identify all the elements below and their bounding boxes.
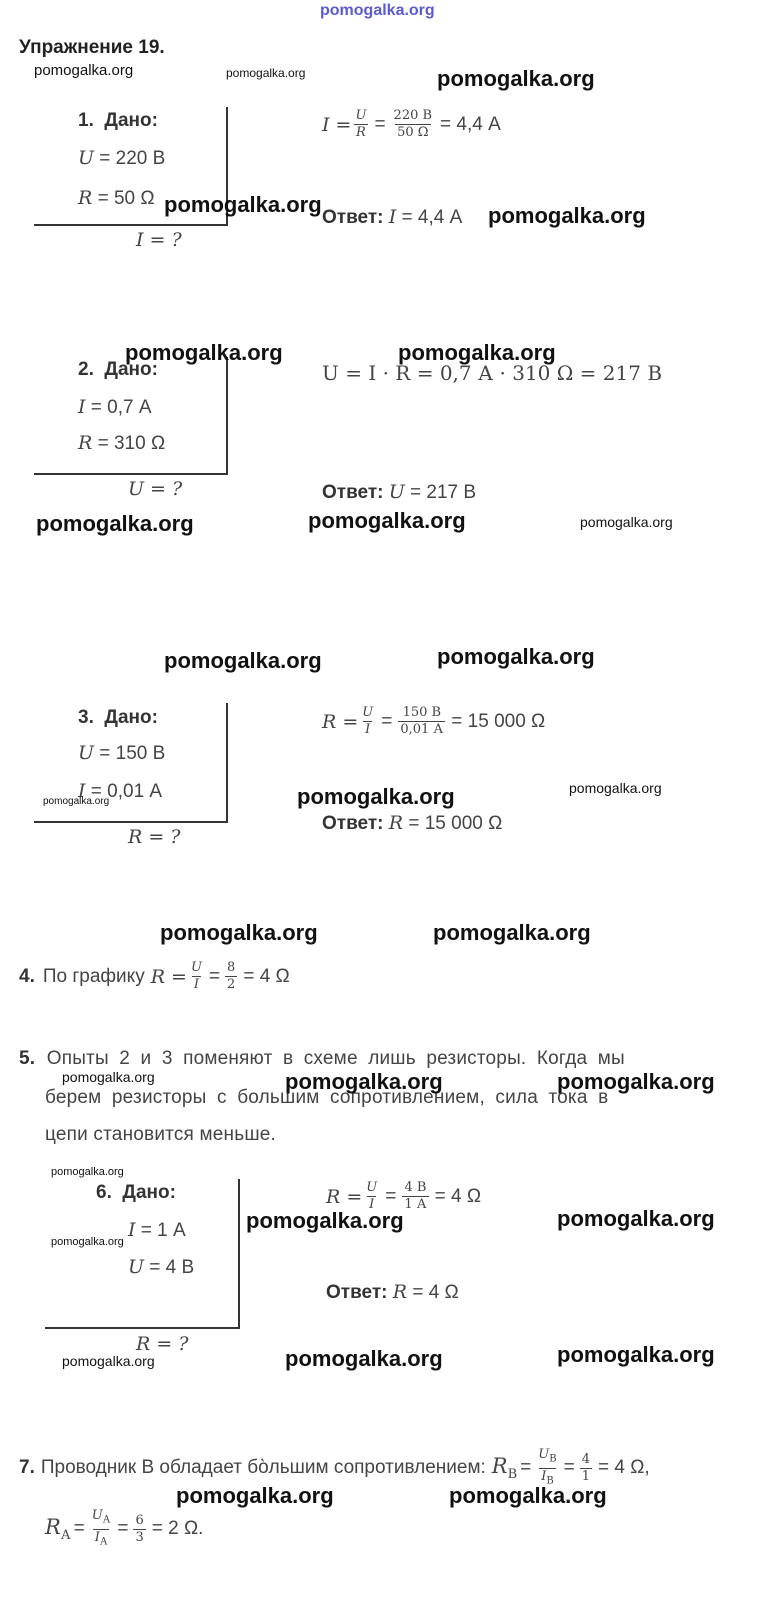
task7-line2-frac-num — [90, 1508, 113, 1529]
task6-given-u — [128, 1256, 194, 1279]
task4-frac-den: I — [193, 977, 200, 992]
watermark: pomogalka.org — [51, 1236, 124, 1248]
task7-line2-frac-den-var: I — [94, 1529, 100, 1545]
task2-given-r — [78, 432, 165, 455]
task2-answer-label: Ответ: — [322, 482, 384, 503]
task7-lhs-var: R — [491, 1454, 508, 1478]
task6-result: = 4 Ω — [434, 1185, 482, 1207]
task6-find: R = ? — [136, 1333, 189, 1355]
watermark: pomogalka.org — [398, 340, 556, 365]
task2-formula: U = I · R = 0,7 А · 310 Ω = 217 В — [322, 361, 663, 385]
task5-line1 — [19, 1048, 625, 1070]
task1-formula-lhs: I = — [322, 113, 352, 136]
task2-given-i-var: I — [78, 396, 86, 418]
task7-line2 — [45, 1508, 203, 1550]
watermark: pomogalka.org — [160, 920, 318, 945]
task1-given-r-val: = 50 Ω — [97, 188, 155, 209]
task1-result: = 4,4 А — [440, 113, 501, 135]
task1-given-r — [78, 187, 155, 210]
task1-answer — [322, 206, 462, 229]
task7-line2-frac2-num: 6 — [135, 1512, 144, 1528]
task3-answer-val: = 15 000 Ω — [403, 813, 503, 834]
watermark: pomogalka.org — [51, 1166, 124, 1178]
task6-frac2-den: 1 А — [404, 1197, 427, 1212]
task1-given-u-var: U — [78, 147, 95, 169]
watermark: pomogalka.org — [308, 508, 466, 533]
task6-given-label: Дано: — [122, 1182, 176, 1203]
watermark: pomogalka.org — [437, 66, 595, 91]
watermark: pomogalka.org — [246, 1208, 404, 1233]
task2-find: U = ? — [128, 478, 183, 500]
task1-given-u — [78, 147, 165, 170]
task7-line2-frac-den — [93, 1529, 110, 1551]
task1-frac-symbolic — [353, 108, 368, 141]
task3-eq-sign: = — [381, 710, 393, 732]
task7-number: 7. — [19, 1457, 35, 1479]
watermark: pomogalka.org — [285, 1346, 443, 1371]
task3-frac2-num: 150 В — [402, 705, 442, 720]
task3-number: 3. — [78, 707, 94, 728]
task6-frac-values — [402, 1180, 428, 1213]
task2-given-underline — [34, 473, 228, 475]
watermark: pomogalka.org — [43, 796, 110, 807]
task6-answer-val: = 4 Ω — [407, 1282, 459, 1303]
task7-line2-lhs-var: R — [45, 1515, 61, 1539]
task7-frac-num-var: U — [538, 1447, 550, 1462]
task1-formula — [322, 108, 501, 141]
task3-given-label: Дано: — [104, 707, 158, 728]
task6-answer-var: R — [392, 1281, 408, 1303]
watermark: pomogalka.org — [449, 1483, 607, 1508]
watermark: pomogalka.org — [36, 511, 194, 536]
task7-frac-num-sub: В — [549, 1453, 557, 1465]
task4-number: 4. — [19, 965, 35, 987]
task6-given-u-var: U — [128, 1256, 145, 1278]
task2-number: 2. — [78, 359, 94, 380]
task3-formula — [322, 705, 545, 738]
task2-answer-var: U — [388, 481, 405, 503]
task3-given-underline — [34, 821, 228, 823]
task4-frac2-num: 8 — [227, 960, 236, 975]
task7-eq-sign-a: = — [520, 1457, 532, 1479]
task2-given-label: Дано: — [104, 359, 158, 380]
task2-given-i-val: = 0,7 А — [90, 397, 152, 418]
task2-given-i — [78, 396, 152, 419]
watermark: pomogalka.org — [125, 340, 283, 365]
watermark: pomogalka.org — [437, 644, 595, 669]
task1-frac2-den: 50 Ω — [397, 125, 429, 140]
task6-answer — [326, 1281, 459, 1304]
task2-given-r-val: = 310 Ω — [97, 433, 166, 454]
task4-frac-num: U — [190, 960, 202, 975]
task1-number: 1. — [78, 110, 94, 131]
watermark: pomogalka.org — [285, 1069, 443, 1094]
task1-answer-var: I — [388, 206, 397, 228]
task4-result: = 4 Ω — [243, 965, 290, 987]
watermark: pomogalka.org — [557, 1206, 715, 1231]
task6-frac-num: U — [366, 1180, 378, 1195]
task7-line2-lhs-sub: А — [60, 1528, 71, 1544]
task3-answer-label: Ответ: — [322, 813, 384, 834]
watermark: pomogalka.org — [580, 514, 673, 530]
task1-given-header — [78, 110, 158, 132]
task7-line2-eq: = — [73, 1518, 85, 1540]
watermark: pomogalka.org — [164, 192, 322, 217]
task4-frac-symbolic — [189, 960, 204, 993]
task7-frac-values — [580, 1452, 592, 1485]
task1-given-underline — [34, 224, 228, 226]
task5-line2: берем резисторы с большим сопротивлением, сила тока в — [45, 1087, 609, 1108]
task1-given-r-var: R — [78, 187, 93, 209]
task3-frac-num: U — [362, 705, 374, 720]
task6-given-i — [128, 1219, 186, 1242]
task7-line2-frac-num-var: U — [91, 1508, 103, 1523]
watermark: pomogalka.org — [62, 1069, 155, 1085]
task6-given-u-val: = 4 В — [149, 1257, 195, 1278]
task6-answer-label: Ответ: — [326, 1282, 388, 1303]
task4-eq-sign: = — [208, 965, 221, 987]
task4-formula-lhs: R = — [150, 965, 187, 988]
task7-line2-eq2: = — [117, 1518, 129, 1540]
task3-given-i-val: = 0,01 А — [90, 781, 163, 802]
task6-frac2-num: 4 В — [404, 1180, 427, 1195]
task5-line3: цепи становится меньше. — [45, 1124, 277, 1145]
task4-frac-values — [225, 960, 237, 993]
task3-answer — [322, 812, 502, 835]
task1-frac2-num: 220 В — [393, 108, 433, 123]
task6-given-divider — [238, 1179, 240, 1328]
watermark: pomogalka.org — [34, 62, 134, 79]
task6-formula-lhs: R = — [326, 1185, 363, 1208]
task1-given-u-val: = 220 В — [99, 148, 166, 169]
task7-line2-lhs — [45, 1515, 71, 1543]
watermark: pomogalka.org — [569, 780, 662, 796]
task7-line2-frac-den-sub: А — [99, 1536, 108, 1548]
task6-given-i-var: I — [128, 1219, 136, 1241]
task6-given-underline — [45, 1327, 240, 1329]
task6-eq-sign: = — [385, 1185, 397, 1207]
task7-line2-frac-symbolic — [90, 1508, 113, 1550]
task7-frac-den-var: I — [541, 1468, 547, 1484]
task1-answer-label: Ответ: — [322, 207, 384, 228]
task3-result: = 15 000 Ω — [451, 710, 546, 732]
task1-find: I = ? — [136, 229, 182, 251]
watermark: pomogalka.org — [226, 66, 306, 80]
task5-text-line1: Опыты 2 и 3 поменяют в схеме лишь резисторы. Когда мы — [46, 1048, 625, 1069]
task1-frac-den: R — [356, 125, 366, 140]
task3-given-i-var: I — [78, 780, 86, 802]
task5-number: 5. — [19, 1048, 36, 1069]
task3-frac-symbolic — [360, 705, 375, 738]
task3-given-u-var: U — [78, 742, 95, 764]
task7-frac-den-sub: В — [546, 1475, 554, 1487]
task3-frac2-den: 0,01 А — [400, 722, 444, 737]
task7-text: Проводник В обладает бо̀льшим сопротивлением: — [40, 1457, 486, 1479]
watermark: pomogalka.org — [164, 648, 322, 673]
watermark: pomogalka.org — [433, 920, 591, 945]
task1-frac-num: U — [355, 108, 367, 123]
task1-given-label: Дано: — [104, 110, 158, 131]
task4-text: По графику — [42, 965, 145, 987]
task3-given-u — [78, 742, 165, 765]
task3-given-divider — [226, 703, 228, 822]
watermark: pomogalka.org — [62, 1353, 155, 1369]
task7-frac-num — [536, 1447, 558, 1468]
task4-line — [19, 960, 290, 993]
watermark: pomogalka.org — [176, 1483, 334, 1508]
task2-given-divider — [226, 357, 228, 474]
task1-answer-val: = 4,4 А — [396, 207, 463, 228]
page-title: Упражнение 19. — [19, 37, 165, 58]
task7-result: = 4 Ω, — [598, 1457, 650, 1479]
task6-number: 6. — [96, 1182, 112, 1203]
watermark-top: pomogalka.org — [320, 2, 435, 19]
task2-answer-val: = 217 В — [404, 482, 477, 503]
task7-line2-result: = 2 Ω. — [151, 1518, 204, 1540]
task7-line2-frac-num-sub: А — [102, 1514, 111, 1526]
task3-given-header — [78, 707, 158, 729]
task7-line2-frac-values — [133, 1513, 145, 1546]
task3-formula-lhs: R = — [322, 710, 359, 733]
task7-lhs — [492, 1454, 517, 1482]
task3-given-u-val: = 150 В — [99, 743, 166, 764]
watermark: pomogalka.org — [557, 1069, 715, 1094]
task7-frac2-num: 4 — [581, 1451, 590, 1467]
task6-given-header — [96, 1182, 176, 1204]
task7-eq-sign: = — [563, 1457, 575, 1479]
task3-frac-den: I — [365, 722, 371, 737]
task2-answer — [322, 481, 476, 504]
task7-line2-frac2-den: 3 — [135, 1529, 144, 1545]
task2-given-r-var: R — [78, 432, 93, 454]
task4-frac2-den: 2 — [227, 977, 236, 992]
task3-answer-var: R — [388, 812, 404, 834]
task6-frac-den: I — [369, 1197, 375, 1212]
task3-frac-values — [398, 705, 445, 738]
task1-eq-sign: = — [374, 113, 386, 135]
task1-frac-values — [392, 108, 435, 141]
task3-find: R = ? — [128, 826, 181, 848]
task7-frac2-den: 1 — [581, 1468, 590, 1484]
task6-given-i-val: = 1 А — [140, 1220, 186, 1241]
watermark: pomogalka.org — [557, 1342, 715, 1367]
watermark: pomogalka.org — [488, 203, 646, 228]
task7-lhs-sub: В — [507, 1467, 518, 1483]
watermark: pomogalka.org — [297, 784, 455, 809]
